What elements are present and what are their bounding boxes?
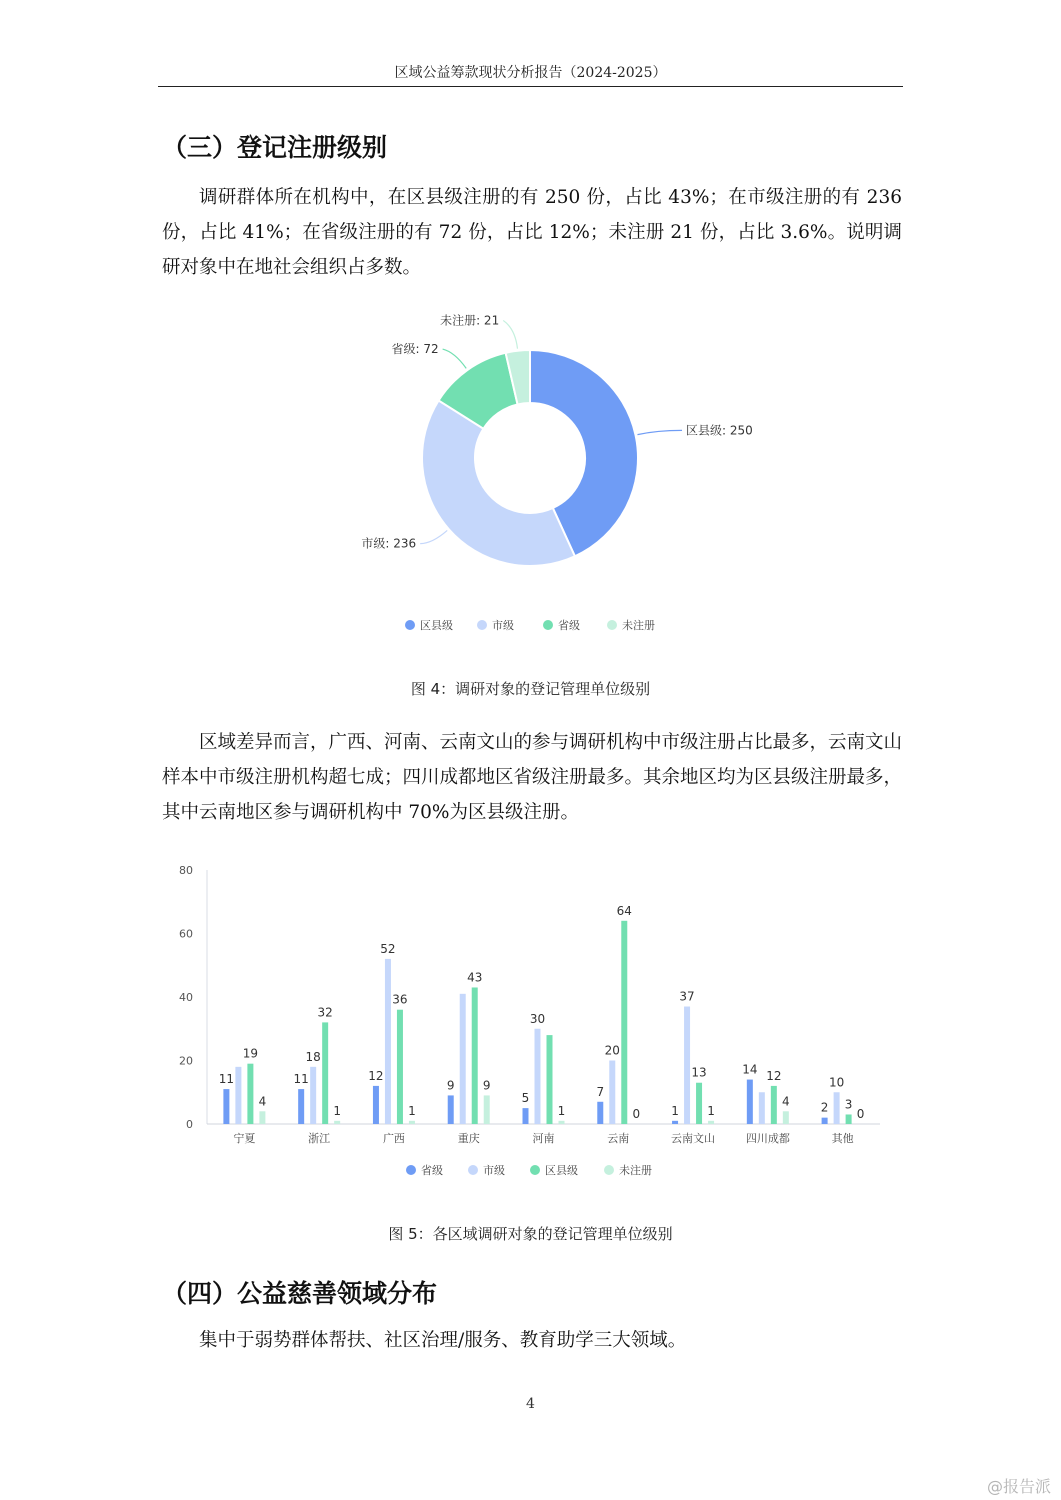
bar-浙江-省级 <box>298 1089 304 1124</box>
bar-data-label-河南-未注册: 1 <box>557 1103 566 1118</box>
registration-level-donut-chart <box>330 305 790 645</box>
bar-data-label-宁夏-未注册: 4 <box>258 1094 267 1109</box>
bar-data-label-其他-区县级: 3 <box>844 1097 853 1112</box>
donut-leader-市级 <box>420 530 447 543</box>
bar-云南文山-省级 <box>672 1121 678 1124</box>
bar-宁夏-未注册 <box>259 1111 265 1124</box>
middle-paragraph <box>162 725 902 830</box>
figure4-caption: 图 4：调研对象的登记管理单位级别 <box>410 680 651 698</box>
bar-data-label-云南文山-未注册: 1 <box>707 1103 715 1118</box>
bar-legend-label-区县级: 区县级 <box>545 1164 578 1177</box>
y-tick-label: 60 <box>179 927 193 941</box>
bar-data-label-四川成都-未注册: 4 <box>782 1094 790 1109</box>
bar-legend-label-未注册: 未注册 <box>619 1164 652 1177</box>
middle-paragraph-text: 区域差异而言，广西、河南、云南文山的参与调研机构中市级注册占比最多，云南文山样本中市级注册机构超七成；四川成都地区省级注册最多。其余地区均为区县级注册最多，其中云南地区参与调研机构中 70%为区县级注册。 <box>162 732 903 823</box>
watermark: @报告派 <box>986 1477 1051 1496</box>
section4-paragraph <box>162 1323 902 1358</box>
bar-legend-label-市级: 市级 <box>483 1164 505 1177</box>
bar-云南-市级 <box>609 1061 615 1125</box>
section3-paragraph <box>162 180 902 285</box>
x-tick-label: 宁夏 <box>233 1132 256 1145</box>
bar-云南-区县级 <box>621 921 627 1124</box>
bar-data-label-云南-省级: 7 <box>596 1084 605 1099</box>
bar-云南文山-市级 <box>684 1007 690 1124</box>
bar-重庆-未注册 <box>484 1095 490 1124</box>
bar-data-label-广西-未注册: 1 <box>408 1103 416 1118</box>
donut-label-市级: 市级: 236 <box>361 536 417 551</box>
bar-其他-区县级 <box>846 1114 852 1124</box>
bar-legend-marker-未注册 <box>604 1165 614 1175</box>
y-tick-label: 0 <box>186 1118 193 1131</box>
bar-宁夏-省级 <box>223 1089 229 1124</box>
bar-云南文山-区县级 <box>696 1083 702 1124</box>
bar-广西-未注册 <box>409 1121 415 1124</box>
bar-四川成都-未注册 <box>783 1111 789 1124</box>
bar-四川成都-市级 <box>759 1092 765 1124</box>
bar-data-label-四川成都-区县级: 12 <box>766 1068 782 1083</box>
donut-legend-marker-区县级 <box>405 620 415 630</box>
x-tick-label: 云南 <box>607 1132 630 1145</box>
page-header-title: 区域公益筹款现状分析报告（2024-2025） <box>394 65 667 81</box>
bar-legend-label-省级: 省级 <box>421 1164 443 1177</box>
bar-data-label-云南文山-区县级: 13 <box>691 1065 707 1080</box>
bar-广西-省级 <box>373 1086 379 1124</box>
bar-河南-省级 <box>523 1108 529 1124</box>
x-tick-label: 浙江 <box>308 1132 331 1145</box>
donut-leader-省级 <box>443 349 467 368</box>
x-tick-label: 重庆 <box>457 1132 480 1145</box>
bar-其他-市级 <box>834 1092 840 1124</box>
bar-data-label-重庆-省级: 9 <box>446 1078 455 1093</box>
y-tick-label: 40 <box>179 991 193 1004</box>
bar-data-label-浙江-省级: 11 <box>293 1072 309 1087</box>
bar-data-label-云南-未注册: 0 <box>632 1107 641 1121</box>
donut-legend-label-市级: 市级 <box>492 619 514 632</box>
x-tick-label: 其他 <box>831 1132 854 1145</box>
bar-data-label-广西-市级: 52 <box>380 941 396 956</box>
y-tick-label: 80 <box>179 864 193 877</box>
bar-重庆-市级 <box>460 994 466 1124</box>
donut-label-省级: 省级: 72 <box>391 342 439 357</box>
bar-data-label-四川成都-省级: 14 <box>742 1062 758 1077</box>
bar-data-label-其他-未注册: 0 <box>856 1107 865 1121</box>
bar-河南-区县级 <box>547 1035 553 1124</box>
bar-data-label-其他-省级: 2 <box>820 1100 829 1115</box>
bar-宁夏-市级 <box>235 1067 241 1124</box>
bar-浙江-未注册 <box>334 1121 340 1124</box>
x-tick-label: 四川成都 <box>745 1132 790 1145</box>
x-tick-label: 广西 <box>382 1132 405 1145</box>
y-tick-label: 20 <box>179 1054 193 1068</box>
bar-云南-省级 <box>597 1102 603 1124</box>
figure5-caption: 图 5：各区域调研对象的登记管理单位级别 <box>388 1225 673 1243</box>
bar-重庆-区县级 <box>472 987 478 1124</box>
bar-legend-marker-区县级 <box>530 1165 540 1175</box>
bar-河南-市级 <box>535 1029 541 1124</box>
bar-浙江-区县级 <box>322 1022 328 1124</box>
bar-data-label-云南文山-市级: 37 <box>679 989 695 1004</box>
bar-四川成都-区县级 <box>771 1086 777 1124</box>
bar-宁夏-区县级 <box>247 1064 253 1124</box>
section-heading-registration-level: （三）登记注册级别 <box>162 133 388 162</box>
page-number: 4 <box>526 1396 535 1412</box>
donut-legend-label-区县级: 区县级 <box>420 619 453 632</box>
bar-data-label-广西-区县级: 36 <box>392 992 408 1007</box>
bar-data-label-其他-市级: 10 <box>828 1075 845 1090</box>
bar-legend-marker-市级 <box>468 1165 478 1175</box>
bar-data-label-浙江-区县级: 32 <box>317 1005 333 1020</box>
bar-data-label-重庆-区县级: 43 <box>467 970 483 985</box>
bar-data-label-河南-省级: 5 <box>521 1091 530 1106</box>
donut-legend-label-省级: 省级 <box>558 619 580 632</box>
bar-河南-未注册 <box>559 1121 565 1124</box>
regional-registration-bar-chart <box>165 858 895 1188</box>
bar-其他-省级 <box>822 1118 828 1124</box>
section4-paragraph-text: 集中于弱势群体帮扶、社区治理/服务、教育助学三大领域。 <box>199 1330 687 1351</box>
bar-data-label-云南文山-省级: 1 <box>671 1103 679 1118</box>
donut-legend-marker-未注册 <box>607 620 617 630</box>
x-tick-label: 云南文山 <box>671 1132 716 1145</box>
header-rule <box>158 86 903 87</box>
bar-云南文山-未注册 <box>708 1121 714 1124</box>
bar-广西-区县级 <box>397 1010 403 1124</box>
bar-legend-marker-省级 <box>406 1165 416 1175</box>
bar-data-label-云南-市级: 20 <box>604 1043 620 1058</box>
donut-legend-label-未注册: 未注册 <box>622 619 655 632</box>
donut-legend-marker-市级 <box>477 620 487 630</box>
bar-data-label-云南-区县级: 64 <box>616 903 632 918</box>
bar-四川成都-省级 <box>747 1080 753 1124</box>
donut-label-区县级: 区县级: 250 <box>686 423 753 438</box>
donut-leader-未注册 <box>503 320 517 348</box>
section3-paragraph-text: 调研群体所在机构中，在区县级注册的有 250 份，占比 43%；在市级注册的有 236 份，占比 41%；在省级注册的有 72 份，占比 12%；未注册 21 份，占比 3.6%。说明调研对象中在地社会组织占多数。 <box>162 187 902 278</box>
section-heading-charity-fields: （四）公益慈善领域分布 <box>162 1279 438 1308</box>
bar-重庆-省级 <box>448 1095 454 1124</box>
bar-data-label-浙江-市级: 18 <box>305 1049 321 1064</box>
bar-data-label-宁夏-省级: 11 <box>218 1072 235 1087</box>
donut-leader-区县级 <box>637 430 682 434</box>
donut-label-未注册: 未注册: 21 <box>440 313 500 328</box>
bar-data-label-宁夏-区县级: 19 <box>242 1046 259 1061</box>
x-tick-label: 河南 <box>532 1132 555 1145</box>
bar-data-label-河南-市级: 30 <box>529 1011 546 1026</box>
bar-data-label-浙江-未注册: 1 <box>333 1103 341 1118</box>
donut-slice-市级 <box>422 400 575 566</box>
donut-legend-marker-省级 <box>543 620 553 630</box>
bar-data-label-重庆-未注册: 9 <box>482 1078 491 1093</box>
bar-广西-市级 <box>385 959 391 1124</box>
bar-data-label-广西-省级: 12 <box>368 1068 384 1083</box>
bar-浙江-市级 <box>310 1067 316 1124</box>
